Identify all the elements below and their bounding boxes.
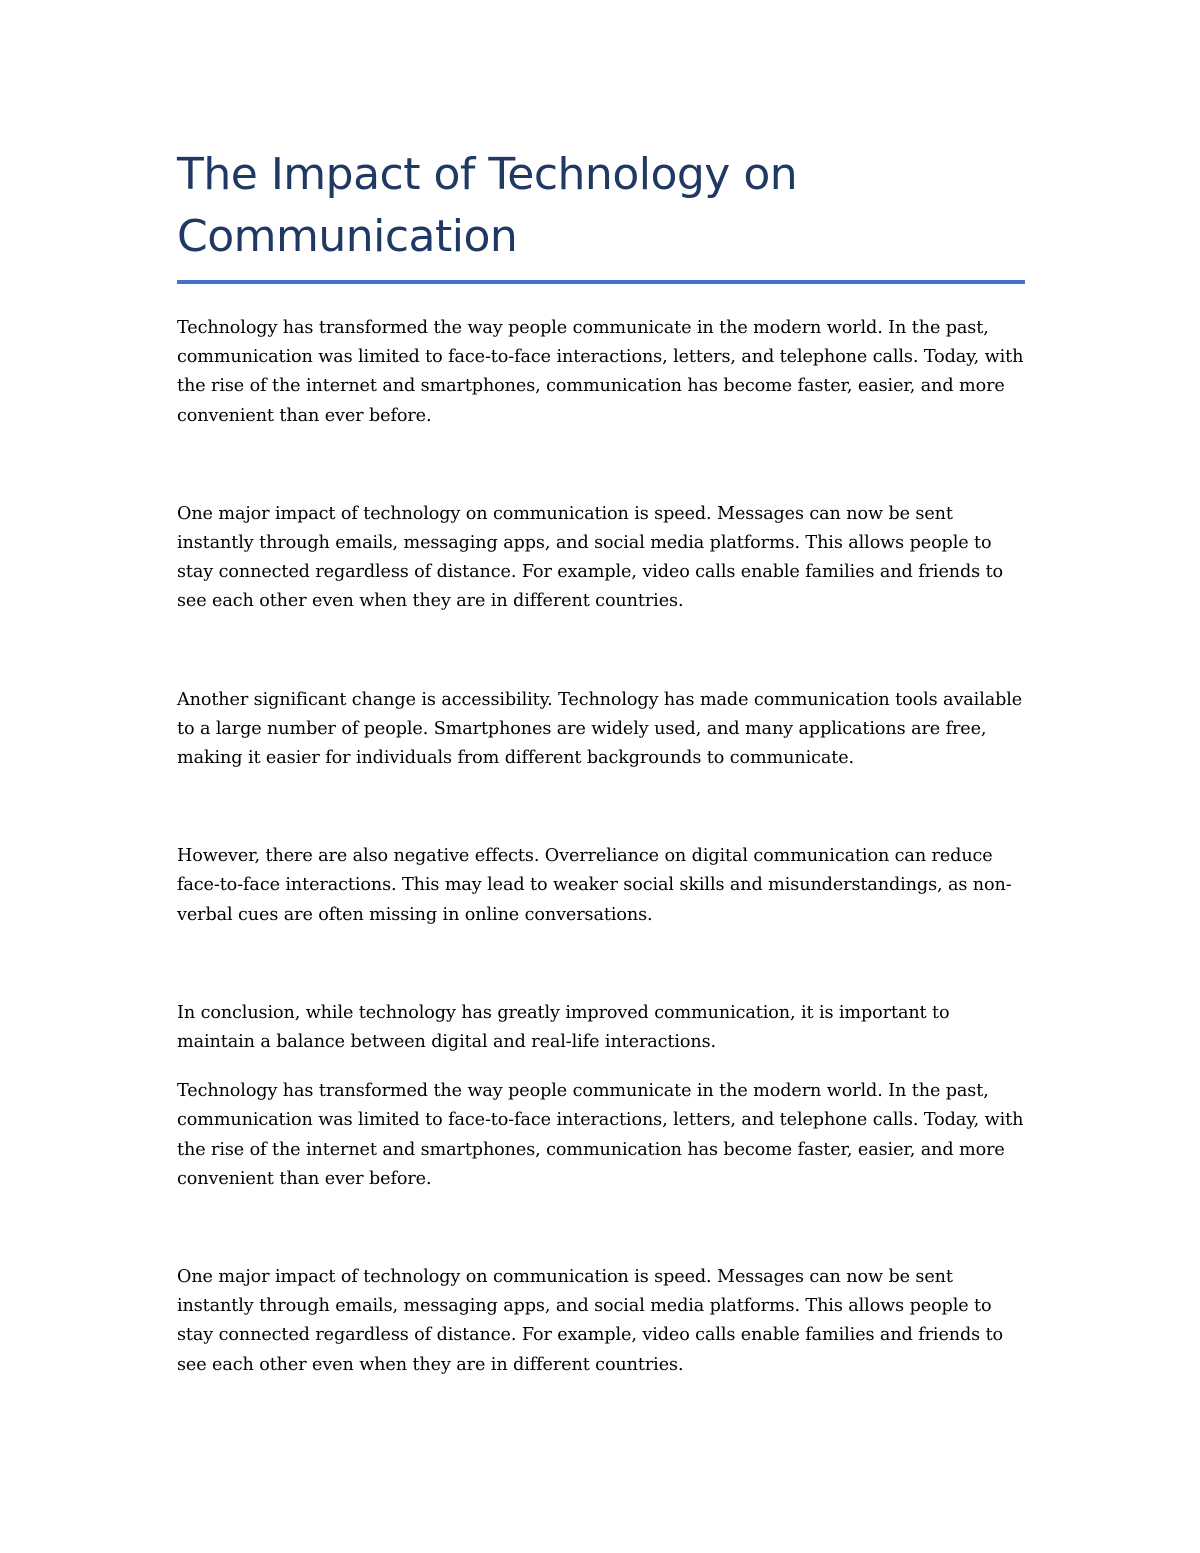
paragraph-negative-effects: However, there are also negative effects. Overreliance on digital communication can reduce face-to-face interactions. This may lead to weaker social skills and misunderstandings, as non-verbal cues are often missing in online conversations.	[177, 846, 1012, 925]
paragraph-conclusion: In conclusion, while technology has greatly improved communication, it is important to maintain a balance between digital and real-life interactions.	[177, 1002, 950, 1053]
paragraph-speed-repeat: One major impact of technology on communication is speed. Messages can now be sent instantly through emails, messaging apps, and social media platforms. This allows people to stay connected regardless of distance. For example, video calls enable families and friends to see each other even when they are in different countries.	[177, 1267, 1004, 1375]
paragraph-accessibility: Another significant change is accessibility. Technology has made communication tools available to a large number of people. Smartphones are widely used, and many applications are free, making it easier for individuals from different backgrounds to communicate.	[177, 689, 1023, 769]
paragraph-intro-repeat: Technology has transformed the way people communicate in the modern world. In the past, communication was limited to face-to-face interactions, letters, and telephone calls. Today, with the rise of the internet and smartphones, communication has become faster, easier, and more convenient than ever before.	[177, 1081, 1024, 1189]
paragraph-intro: Technology has transformed the way people communicate in the modern world. In the past, communication was limited to face-to-face interactions, letters, and telephone calls. Today, with the rise of the internet and smartphones, communication has become faster, easier, and more convenient than ever before.	[177, 318, 1024, 426]
document-title: The Impact of Technology on Communication	[177, 149, 798, 262]
paragraph-speed: One major impact of technology on communication is speed. Messages can now be sent instantly through emails, messaging apps, and social media platforms. This allows people to stay connected regardless of distance. For example, video calls enable families and friends to see each other even when they are in different countries.	[177, 503, 1004, 612]
title-underline-rule	[177, 280, 1025, 284]
document-body	[177, 0, 1025, 1380]
